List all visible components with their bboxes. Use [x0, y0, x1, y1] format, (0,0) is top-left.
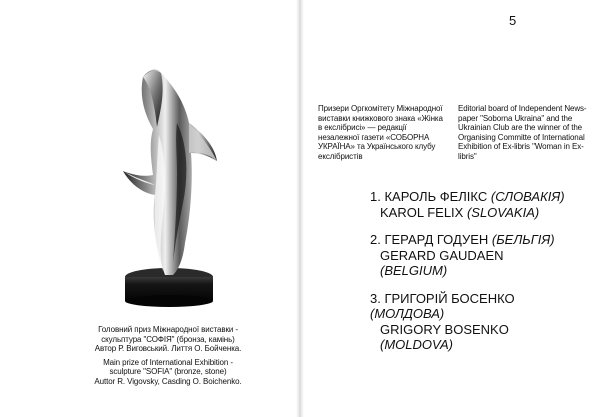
winner-country-en: (SLOVAKIA): [466, 204, 540, 220]
caption-uk-line: Автор Р. Виговський. Лиття О. Бойченка.: [94, 344, 242, 354]
intro-en-line: Organising Committe of International: [458, 132, 585, 142]
intro-text-ukrainian: [318, 104, 450, 162]
winners-list: [370, 189, 570, 365]
intro-uk-line: Призери Оргкомітету Міжнародної: [318, 104, 443, 113]
intro-text-english: [458, 104, 588, 162]
intro-en-line: Ukrainian Club are the winner of the: [458, 123, 583, 133]
intro-uk-line: виставки книжкового знака «Жінка: [318, 113, 443, 123]
winner-country-en: (MOLDOVA): [380, 337, 453, 352]
caption-en-line: sculpture "SOFIA" (bronze, stone): [109, 367, 227, 377]
caption-uk-line: Головний приз Міжнародної виставки -: [98, 325, 238, 334]
winner-country-en: (BELGIUM): [380, 263, 448, 278]
intro-uk-line: в екслібрисі» — редакції: [318, 123, 407, 133]
intro-uk-line: незалежної газети «СОБОРНА: [318, 132, 430, 142]
winner-name-uk: 2. ГЕРАРД ГОДУЕН: [370, 232, 489, 247]
photo-caption: [63, 325, 273, 387]
winner-country-uk: (МОЛДОВА): [370, 306, 445, 321]
winner-name-uk: 1. КАРОЛЬ ФЕЛІКС: [370, 189, 488, 204]
caption-en-line: Main prize of International Exhibition -: [103, 357, 233, 367]
intro-en-line: Editorial board of Independent News-: [458, 104, 587, 113]
winner-name-en: GRIGORY BOSENKO: [380, 321, 509, 337]
intro-en-line: Exhibition of Ex-libris "Woman in Ex-: [458, 142, 584, 152]
caption-uk-line: скульптура "СОФІЯ" (бронза, камінь): [101, 334, 235, 344]
intro-uk-line: екслібристів: [318, 151, 363, 161]
winner-entry: [370, 232, 570, 279]
sculpture-photo: [103, 63, 241, 308]
intro-en-line: paper "Soborna Ukraina" and the: [458, 113, 573, 123]
page-number: 5: [509, 13, 517, 28]
winner-country-uk: (СЛОВАКІЯ): [490, 189, 565, 204]
caption-en-line: Auttor R. Vigovsky, Casding O. Boichenko.: [94, 376, 242, 386]
winner-name-uk: 3. ГРИГОРІЙ БОСЕНКО: [370, 290, 515, 306]
intro-uk-line: УКРАЇНА» та Українського клубу: [318, 142, 436, 152]
winner-name-en: KAROL FELIX: [380, 204, 464, 220]
book-gutter: [296, 0, 304, 417]
winner-country-uk: (БЕЛЬГІЯ): [491, 232, 555, 247]
winner-entry: [370, 291, 570, 353]
winner-entry: [370, 189, 570, 220]
winner-name-en: GERARD GAUDAEN: [380, 247, 504, 263]
intro-en-line: libris": [458, 151, 477, 161]
